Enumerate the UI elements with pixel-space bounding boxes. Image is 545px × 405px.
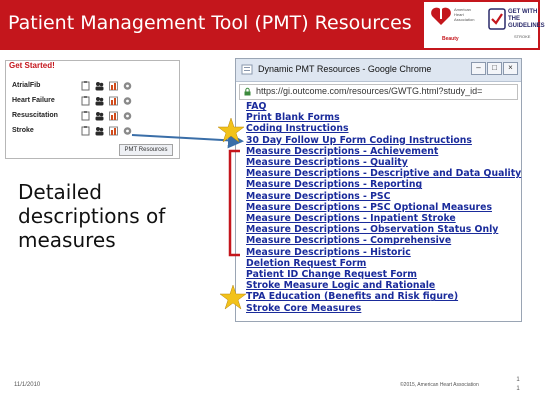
- resource-link[interactable]: Measure Descriptions - Quality: [246, 157, 408, 169]
- gwtg-logo-line: GUIDELINES: [508, 23, 545, 29]
- gwtg-logo-sub: STROKE: [514, 34, 531, 39]
- resource-link[interactable]: Measure Descriptions - Comprehensive: [246, 235, 452, 247]
- aha-logo-line: American: [454, 7, 471, 12]
- footer-copyright: ©2015, American Heart Association: [400, 382, 479, 388]
- footer-date: 11/1/2010: [14, 382, 41, 388]
- gwtg-logo-line: GET WITH THE: [508, 9, 538, 22]
- address-text: https://gi.outcome.com/resources/GWTG.html?study_id=: [256, 86, 483, 96]
- resource-link[interactable]: Stroke Core Measures: [246, 302, 362, 314]
- page-number: [514, 376, 522, 394]
- get-started-row-label: Heart Failure: [12, 97, 55, 104]
- maximize-button[interactable]: □: [487, 62, 502, 75]
- star-icon: [220, 285, 246, 309]
- callout-line: measures: [18, 228, 116, 252]
- get-started-row-label: Stroke: [12, 127, 34, 134]
- resource-link[interactable]: Patient ID Change Request Form: [246, 269, 417, 281]
- resource-link[interactable]: Measure Descriptions - Reporting: [246, 179, 423, 191]
- resource-link[interactable]: Measure Descriptions - Historic: [246, 246, 411, 258]
- callout-line: descriptions of: [18, 204, 166, 228]
- resource-link[interactable]: TPA Education (Benefits and Risk figure): [246, 291, 459, 303]
- resource-link[interactable]: Measure Descriptions - Descriptive and Data Quality: [246, 168, 522, 180]
- callout-line: Detailed: [18, 180, 102, 204]
- resource-link[interactable]: 30 Day Follow Up Form Coding Instructions: [246, 134, 472, 146]
- aha-logo-line: Heart: [454, 12, 464, 17]
- get-started-title: Get Started!: [9, 61, 55, 70]
- aha-logo-line: Association: [454, 17, 475, 22]
- measure-bracket: [230, 151, 240, 255]
- resource-link[interactable]: Print Blank Forms: [246, 112, 340, 124]
- star-icon: [218, 118, 244, 142]
- resource-link[interactable]: Measure Descriptions - PSC: [246, 190, 391, 202]
- resource-link[interactable]: Deletion Request Form: [246, 257, 367, 269]
- page-number-digit: 1: [516, 386, 520, 392]
- minimize-button[interactable]: –: [471, 62, 486, 75]
- resource-link[interactable]: Measure Descriptions - PSC Optional Measures: [246, 201, 492, 213]
- close-button[interactable]: ×: [503, 62, 518, 75]
- resource-link[interactable]: Measure Descriptions - Observation Status Only: [246, 224, 499, 236]
- browser-title: Dynamic PMT Resources - Google Chrome: [258, 64, 432, 74]
- resource-link[interactable]: Coding Instructions: [246, 123, 349, 135]
- resource-link[interactable]: Measure Descriptions - Achievement: [246, 145, 439, 157]
- resource-link[interactable]: Stroke Measure Logic and Rationale: [246, 280, 436, 292]
- get-started-row-label: Resuscitation: [12, 112, 58, 119]
- get-started-row-label: AtrialFib: [12, 82, 41, 89]
- aha-logo-sub: Beauty: [442, 36, 459, 42]
- resource-link[interactable]: Measure Descriptions - Inpatient Stroke: [246, 213, 456, 225]
- page-title: Patient Management Tool (PMT) Resources: [8, 12, 412, 34]
- pmt-resources-button[interactable]: PMT Resources: [119, 144, 173, 156]
- resource-link[interactable]: FAQ: [246, 101, 267, 112]
- page-number-digit: 1: [516, 377, 520, 383]
